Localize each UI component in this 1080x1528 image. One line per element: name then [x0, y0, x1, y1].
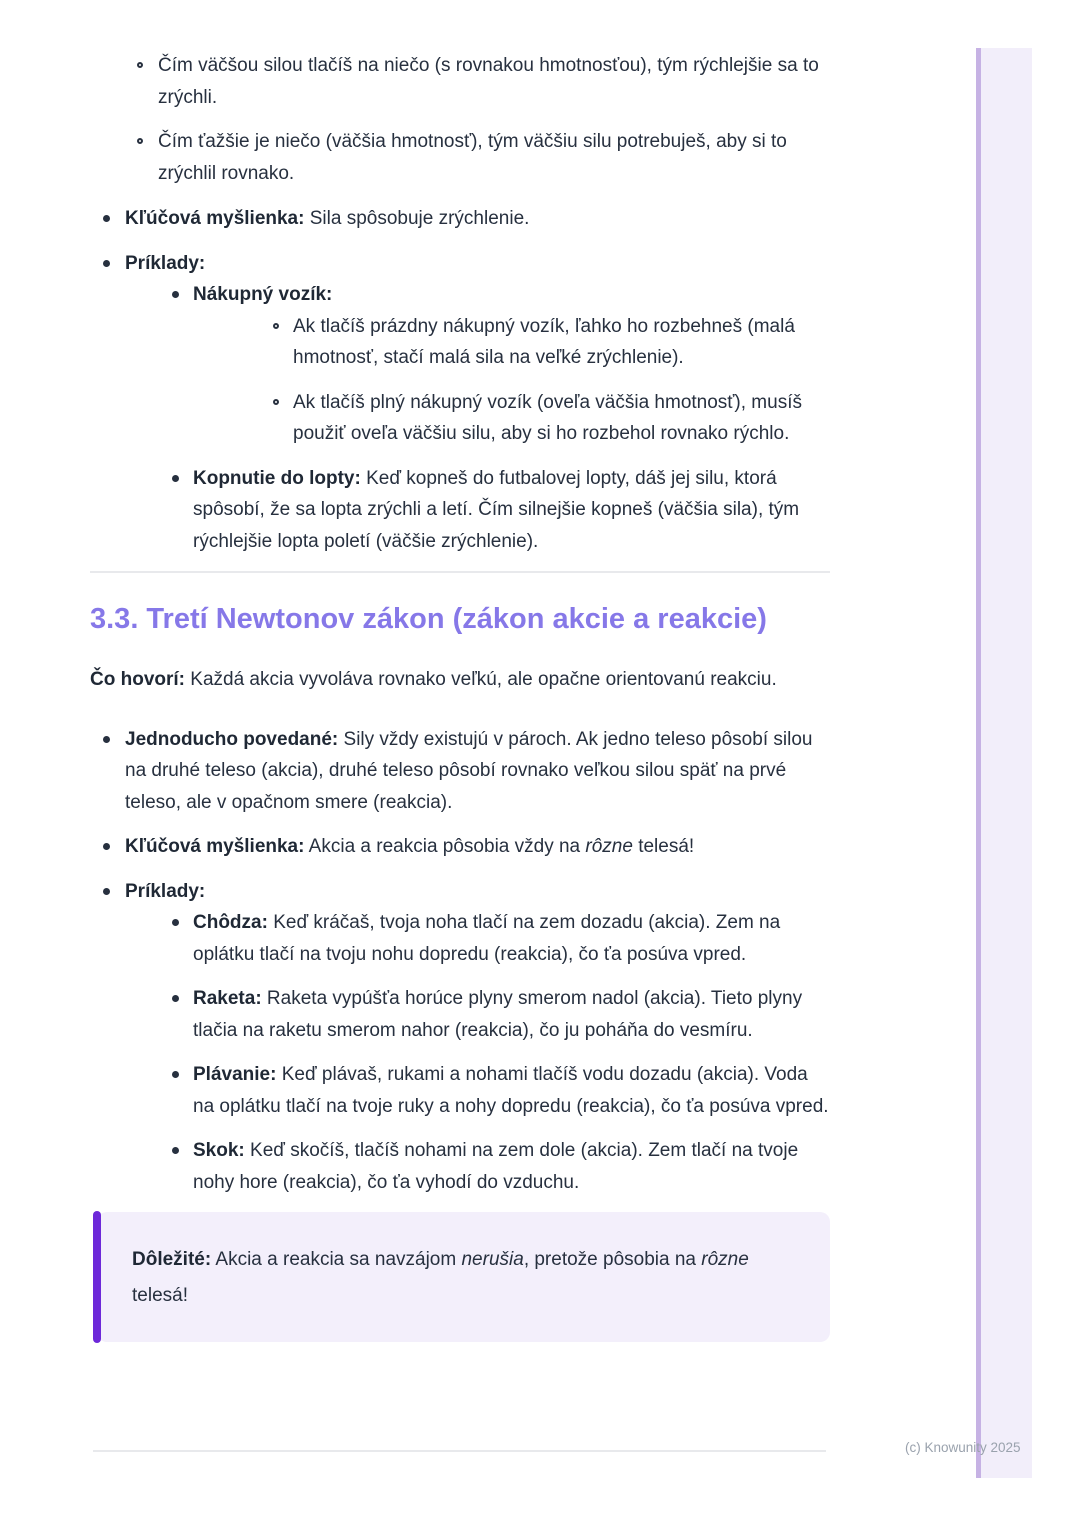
list-third-law	[90, 724, 830, 1199]
section-heading: 3.3. Tretí Newtonov zákon (zákon akcie a reakcie)	[90, 603, 767, 635]
circle-bullet-icon	[137, 138, 143, 144]
list-item	[90, 203, 830, 235]
list-item-text: Raketa vypúšťa horúce plyny smerom nadol (akcia). Tieto plyny tlačia na raketu smerom nahor (reakcia), čo ju poháňa do vesmíru.	[193, 988, 803, 1041]
italic-word: nerušia	[461, 1249, 524, 1270]
list-item	[125, 463, 830, 558]
nested-list	[125, 279, 830, 557]
list-item-text: telesá!	[632, 836, 695, 857]
list-item-text: Keď plávaš, rukami a nohami tlačíš vodu dozadu (akcia). Voda na oplátku tlačí na tvoje ruky a nohy dopredu (reakcia), čo ťa posúva vpred.	[193, 1064, 829, 1117]
list-key-idea-examples	[90, 203, 830, 557]
list-item-text: Čím ťažšie je niečo (väčšia hmotnosť), tým väčšiu silu potrebuješ, aby si to zrýchlil rovnako.	[158, 131, 787, 184]
list-item-lead: Kľúčová myšlienka:	[125, 836, 305, 857]
circle-bullet-icon	[137, 62, 143, 68]
list-item-text: Sila spôsobuje zrýchlenie.	[304, 208, 530, 229]
copyright-text: (c) Knowunity 2025	[905, 1440, 1021, 1455]
callout-text: telesá!	[132, 1285, 188, 1306]
list-item	[125, 983, 830, 1046]
list-item	[125, 907, 830, 970]
list-item	[90, 831, 830, 863]
callout-text: Akcia a reakcia sa navzájom	[211, 1249, 462, 1270]
list-item-text: Ak tlačíš plný nákupný vozík (oveľa väčšia hmotnosť), musíš použiť oveľa väčšiu silu, aby si ho rozbehol rovnako rýchlo.	[293, 391, 802, 444]
list-item	[193, 311, 830, 374]
list-item	[90, 126, 830, 189]
bullet-icon	[103, 843, 110, 850]
circle-bullet-icon	[273, 323, 279, 329]
list-item-text: Ak tlačíš prázdny nákupný vozík, ľahko ho rozbehneš (malá hmotnosť, stačí malá sila na veľké zrýchlenie).	[293, 315, 795, 368]
callout-accent-bar	[93, 1211, 101, 1343]
callout-text: , pretože pôsobia na	[523, 1249, 702, 1270]
list-item	[90, 50, 830, 113]
list-item-text: Keď kopneš do futbalovej lopty, dáš jej silu, ktorá spôsobí, že sa lopta zrýchli a letí. Čím silnejšie kopneš (väčšia sila), tým rýchlejšie lopta poletí (väčšie zrýchlenie).	[193, 467, 800, 552]
content-column	[90, 0, 830, 1342]
list-item-lead: Príklady:	[125, 880, 206, 902]
nested-list	[193, 311, 830, 450]
side-strip	[976, 48, 1032, 1478]
list-item	[125, 1059, 830, 1122]
list-item-text: Keď skočíš, tlačíš nohami na zem dole (akcia). Zem tlačí na tvoje nohy hore (reakcia), čo ťa vyhodí do vzduchu.	[193, 1140, 799, 1193]
italic-word: rôzne	[585, 836, 633, 857]
bullet-icon	[103, 215, 110, 222]
bullet-icon	[103, 736, 110, 743]
list-item-lead: Nákupný vozík:	[193, 284, 333, 305]
paragraph-text: Každá akcia vyvoláva rovnako veľkú, ale opačne orientovanú reakciu.	[185, 669, 777, 690]
bullet-icon	[103, 888, 110, 895]
list-item-text: Keď kráčaš, tvoja noha tlačí na zem dozadu (akcia). Zem na oplátku tlačí na tvoju nohu dopredu (reakcia), čo ťa posúva vpred.	[193, 912, 781, 965]
list-item-lead: Skok:	[193, 1140, 245, 1161]
list-item	[90, 876, 830, 1199]
intro-list	[90, 50, 830, 189]
list-item-lead: Kopnutie do lopty:	[193, 467, 361, 489]
section-divider	[90, 571, 830, 573]
list-item-lead: Plávanie:	[193, 1064, 277, 1085]
list-item-lead: Kľúčová myšlienka:	[125, 208, 305, 229]
paragraph-lead: Čo hovorí:	[90, 669, 185, 690]
bullet-icon	[172, 1147, 179, 1154]
bullet-icon	[103, 260, 110, 267]
bullet-icon	[172, 995, 179, 1002]
bullet-icon	[172, 291, 179, 298]
italic-word: rôzne	[701, 1249, 749, 1270]
list-item-text: Čím väčšou silou tlačíš na niečo (s rovnakou hmotnosťou), tým rýchlejšie sa to zrýchli.	[158, 55, 819, 108]
nested-list	[125, 907, 830, 1198]
callout-body	[97, 1212, 830, 1342]
circle-bullet-icon	[273, 399, 279, 405]
list-item	[125, 1135, 830, 1198]
list-item	[125, 279, 830, 450]
list-item-lead: Príklady:	[125, 252, 206, 274]
callout-lead: Dôležité:	[132, 1249, 212, 1270]
list-item-lead: Jednoducho povedané:	[125, 728, 339, 750]
list-item-lead: Chôdza:	[193, 912, 268, 933]
bullet-icon	[172, 1071, 179, 1078]
bullet-icon	[172, 475, 179, 482]
list-item-text: Sily vždy existujú v pároch. Ak jedno teleso pôsobí silou na druhé teleso (akcia), druhé teleso pôsobí rovnako veľkou silou späť na prvé teleso, ale v opačnom smere (reakcia).	[125, 728, 813, 813]
footer-divider	[93, 1450, 826, 1452]
list-item-text: Akcia a reakcia pôsobia vždy na	[304, 836, 586, 857]
what-says-paragraph	[90, 664, 830, 696]
list-item-lead: Raketa:	[193, 988, 262, 1009]
list-item	[90, 248, 830, 558]
list-item	[193, 387, 830, 450]
bullet-icon	[172, 919, 179, 926]
important-callout	[90, 1212, 830, 1342]
list-item	[90, 724, 830, 819]
